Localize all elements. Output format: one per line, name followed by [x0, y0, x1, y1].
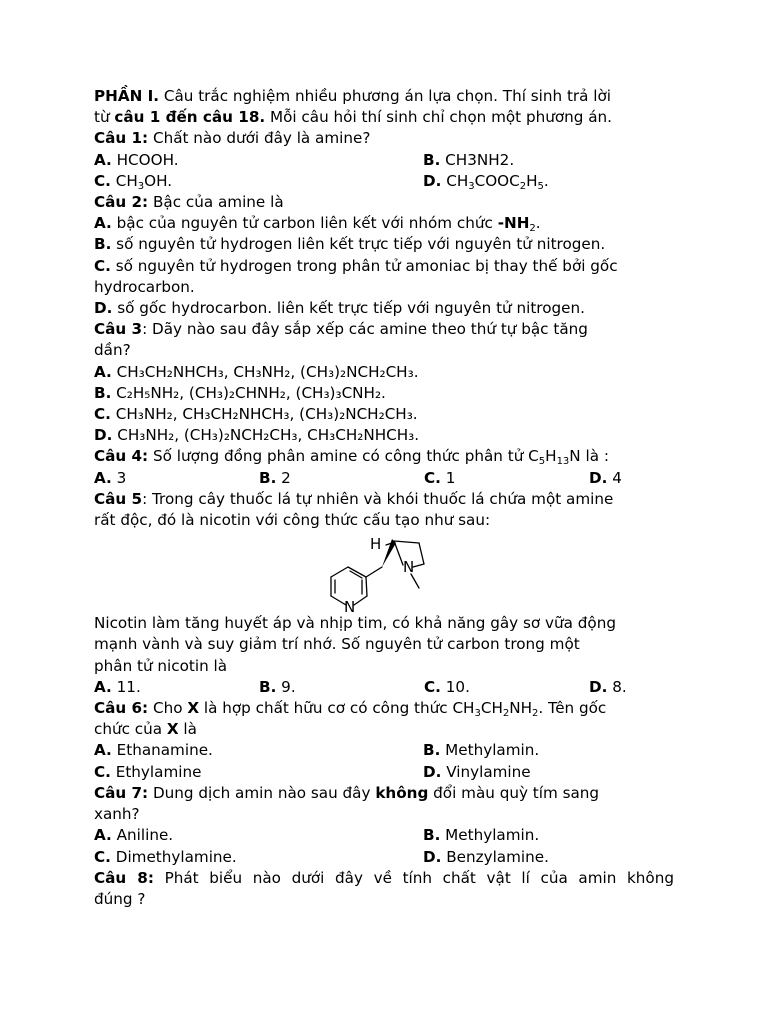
question-6: Câu 6: Cho X là hợp chất hữu cơ có công thức $CH_3CH_2NH_2$. Tên gốc chức của X là: [94, 699, 607, 739]
q3-option-d: D. CH₃NH₂, (CH₃)₂NCH₂CH₃, CH₃CH₂NHCH₃.: [94, 426, 420, 445]
atom-label-n-pyridine: N: [344, 598, 356, 614]
q5-option-c: C. 10.: [424, 677, 470, 696]
question-1: Câu 1: Chất nào dưới đây là amine?: [94, 129, 371, 148]
q3-option-b: B. C₂H₅NH₂, (CH₃)₂CHNH₂, (CH₃)₃CNH₂.: [94, 383, 386, 402]
question-2: Câu 2: Bậc của amine là: [94, 193, 284, 212]
question-8: Câu 8: Phát biểu nào dưới đây về tính chất vật lí của amin không: [94, 868, 674, 887]
q7-option-c: C. Dimethylamine.: [94, 847, 237, 866]
q4-option-a: A. 3: [94, 468, 127, 487]
q6-option-a: A. Ethanamine.: [94, 741, 213, 760]
q2-option-d: D. số gốc hydrocarbon. liên kết trực tiếp với nguyên tử nitrogen.: [94, 299, 585, 318]
q4-option-d: D. 4: [589, 468, 622, 487]
q1-option-a: A. HCOOH.: [94, 150, 179, 169]
q5-option-b: B. 9.: [259, 677, 296, 696]
q2-option-b: B. số nguyên tử hydrogen liên kết trực tiếp với nguyên tử nitrogen.: [94, 235, 606, 254]
question-4: Câu 4: Số lượng đồng phân amine có công thức phân tử $C_5H_{13}N$ là :: [94, 447, 609, 468]
nicotine-structure-drawing: [326, 531, 446, 613]
section-intro-line1: PHẦN I. Câu trắc nghiệm nhiều phương án lựa chọn. Thí sinh trả lời: [94, 87, 612, 105]
q1-option-d: D. $CH_3COOC_2H_5$.: [423, 171, 549, 192]
q7-option-a: A. Aniline.: [94, 826, 174, 845]
section-intro-line2: từ câu 1 đến câu 18. Mỗi câu hỏi thí sinh chỉ chọn một phương án.: [94, 108, 612, 127]
question-5: Câu 5: Trong cây thuốc lá tự nhiên và khói thuốc lá chứa một amine rất độc, đó là nicotin với công thức cấu tạo như sau:: [94, 489, 614, 530]
q6-option-c: C. Ethylamine: [94, 762, 202, 781]
q3-option-a: A. CH₃CH₂NHCH₃, CH₃NH₂, (CH₃)₂NCH₂CH₃.: [94, 362, 419, 381]
q5-option-a: A. 11.: [94, 677, 141, 696]
atom-label-h: H: [370, 535, 382, 554]
q6-option-d: D. Vinylamine: [423, 762, 531, 781]
q1-option-b: B. CH3NH2.: [423, 150, 515, 169]
q5-description: Nicotin làm tăng huyết áp và nhịp tim, có khả năng gây sơ vữa động mạnh vành và suy giảm trí nhớ. Số nguyên tử carbon trong một phân tử nicotin là: [94, 614, 616, 675]
section-heading: PHẦN I.: [94, 87, 160, 105]
question-7: Câu 7: Dung dịch amin nào sau đây không đổi màu quỳ tím sang xanh?: [94, 783, 600, 824]
q2-option-a: A. bậc của nguyên tử carbon liên kết với nhóm chức $-NH_2$.: [94, 214, 541, 235]
q6-options-row1: [94, 740, 674, 761]
atom-label-n-pyrrolidine: N: [403, 558, 415, 577]
document-content: [94, 86, 674, 910]
q6-options-row2: [94, 762, 674, 783]
q4-options: [94, 468, 674, 489]
q4-option-c: C. 1: [424, 468, 456, 487]
question-8-cont: đúng ?: [94, 889, 146, 908]
q4-option-b: B. 2: [259, 468, 291, 487]
q1-option-c: C. $CH_3OH$.: [94, 171, 173, 192]
q5-options: [94, 677, 674, 698]
q1-options-row1: [94, 150, 674, 171]
nicotine-structure: [94, 531, 674, 613]
q7-options-row1: [94, 825, 674, 846]
q5-option-d: D. 8.: [589, 677, 627, 696]
q6-option-b: B. Methylamin.: [423, 741, 540, 760]
q3-option-c: C. CH₃NH₂, CH₃CH₂NHCH₃, (CH₃)₂NCH₂CH₃.: [94, 405, 418, 424]
q2-option-c: C. số nguyên tử hydrogen trong phân tử amoniac bị thay thế bởi gốc hydrocarbon.: [94, 256, 618, 296]
q7-options-row2: [94, 847, 674, 868]
q1-options-row2: [94, 171, 674, 192]
q7-option-d: D. Benzylamine.: [423, 847, 549, 866]
q7-option-b: B. Methylamin.: [423, 826, 540, 845]
question-3: Câu 3: Dãy nào sau đây sắp xếp các amine theo thứ tự bậc tăng dần?: [94, 320, 588, 360]
